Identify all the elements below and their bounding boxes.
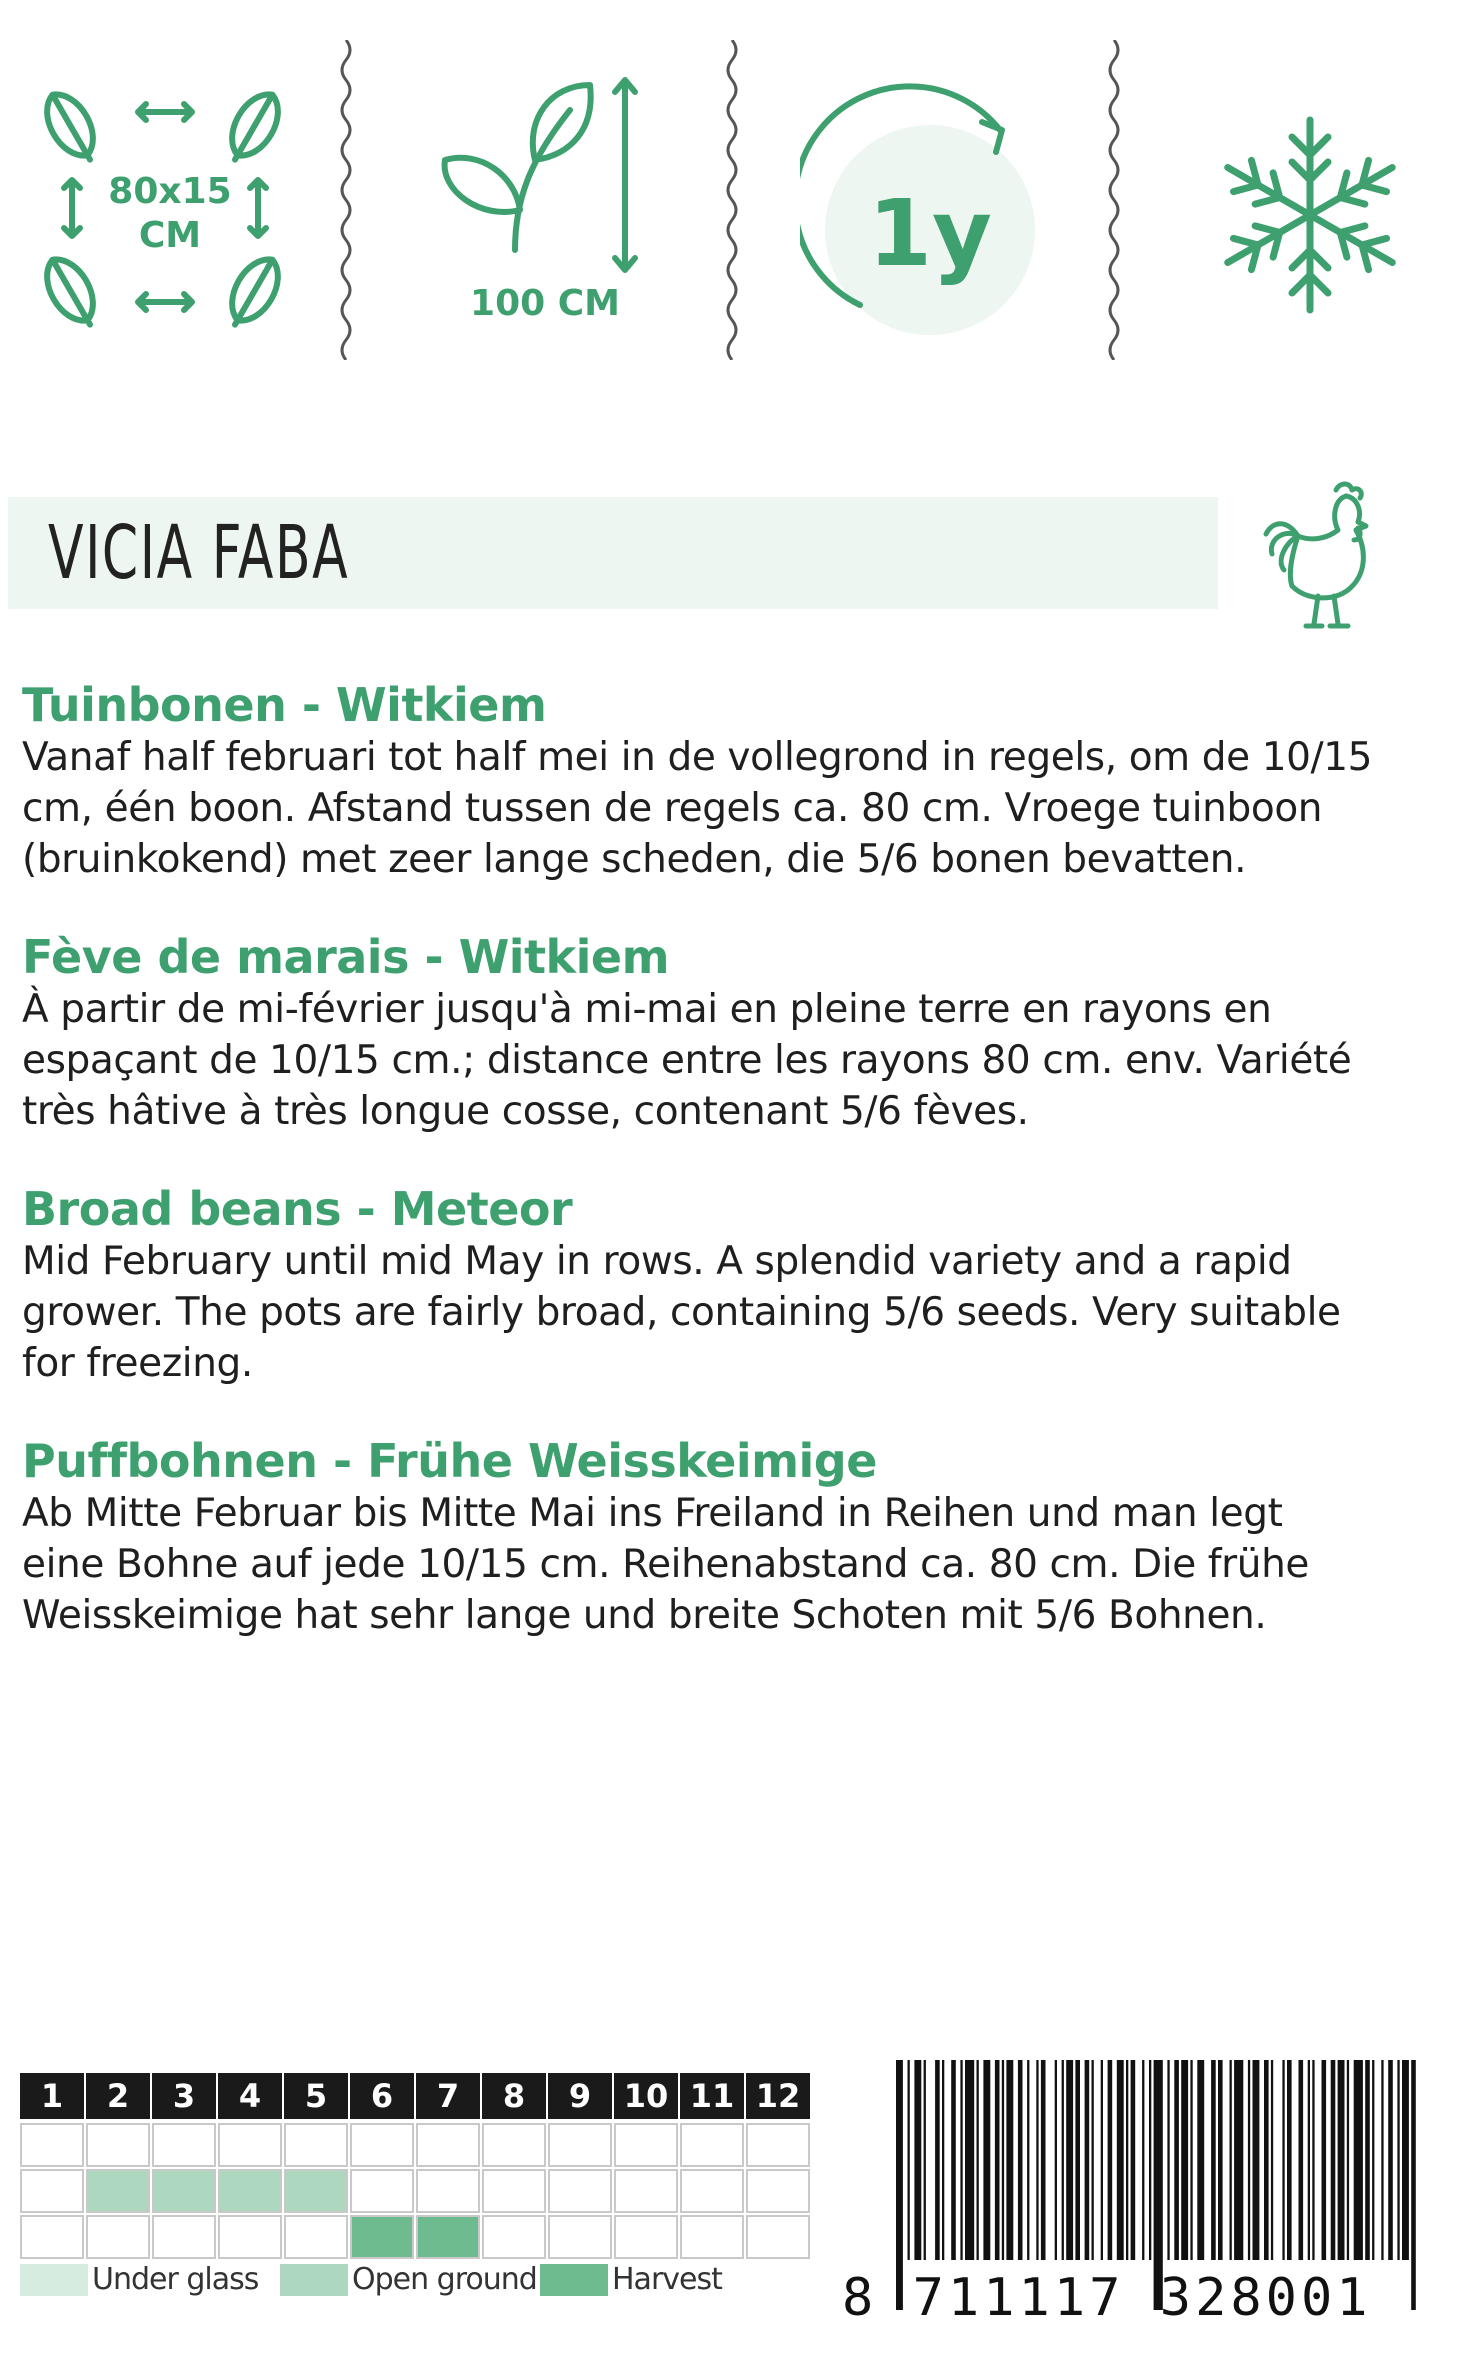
barcode-bar [1085, 2060, 1090, 2260]
description-de [22, 1434, 1422, 1641]
barcode-bar [1108, 2060, 1113, 2260]
calendar-cell [416, 2123, 480, 2167]
barcode-bar [1092, 2060, 1094, 2260]
rooster-icon [1258, 478, 1398, 638]
barcode-bar [1402, 2060, 1409, 2260]
barcode-bar [1248, 2060, 1250, 2260]
calendar-cell [350, 2169, 414, 2213]
barcode-bar [960, 2060, 962, 2260]
barcode-bar [1181, 2060, 1188, 2260]
barcode-bar [977, 2060, 979, 2260]
calendar-cell [548, 2169, 612, 2213]
calendar-cell [152, 2123, 216, 2167]
barcode-bar [1234, 2060, 1243, 2260]
snowflake-icon [1210, 40, 1410, 360]
calendar-cell [86, 2169, 150, 2213]
month-header-9: 9 [548, 2073, 612, 2119]
barcode-bar [914, 2060, 921, 2260]
barcode-bar [935, 2060, 940, 2260]
description-line: Vanaf half februari tot half mei in de vollegrond in regels, om de 10/15 [22, 735, 1373, 780]
calendar-cell [218, 2215, 282, 2259]
month-header-4: 4 [218, 2073, 282, 2119]
barcode-bar [1338, 2060, 1345, 2260]
icon-strip [0, 0, 1460, 400]
calendar-cell [20, 2169, 84, 2213]
calendar-cell [284, 2215, 348, 2259]
month-header-1: 1 [20, 2073, 84, 2119]
calendar-cell [482, 2215, 546, 2259]
height-label: 100 CM [470, 283, 620, 324]
barcode-bar [1197, 2060, 1204, 2260]
barcode-bar [1149, 2060, 1151, 2260]
calendar-cell [218, 2169, 282, 2213]
calendar-cell [218, 2123, 282, 2167]
calendar-grid [20, 2073, 806, 2271]
description-line: À partir de mi-février jusqu'à mi-mai en pleine terre en rayons en [22, 987, 1272, 1032]
barcode-bar [1142, 2060, 1144, 2260]
life-cycle-label: 1y [868, 180, 992, 287]
calendar-cell [548, 2123, 612, 2167]
description-line: Ab Mitte Februar bis Mitte Mai ins Freiland in Reihen und man legt [22, 1491, 1283, 1536]
barcode-bar [995, 2060, 1000, 2260]
description-line: eine Bohne auf jede 10/15 cm. Reihenabstand ca. 80 cm. Die frühe [22, 1542, 1309, 1587]
calendar-cell [20, 2123, 84, 2167]
description-line: espaçant de 10/15 cm.; distance entre les rayons 80 cm. env. Variété [22, 1038, 1352, 1083]
description-nl [22, 678, 1422, 885]
barcode-bar [983, 2060, 990, 2260]
barcode-bar [1062, 2060, 1064, 2260]
description-title: Fève de marais - Witkiem [22, 930, 670, 984]
spacing-label: 80x15 CM [108, 171, 232, 256]
calendar-cell [416, 2215, 480, 2259]
description-en [22, 1182, 1422, 1389]
barcode-bar [1282, 2060, 1284, 2260]
barcode-bar [1287, 2060, 1292, 2260]
barcode-bar [1271, 2060, 1273, 2260]
calendar-cell [284, 2169, 348, 2213]
description-line: grower. The pots are fairly broad, containing 5/6 seeds. Very suitable [22, 1290, 1341, 1335]
calendar-cell [416, 2169, 480, 2213]
month-header-5: 5 [284, 2073, 348, 2119]
month-header-2: 2 [86, 2073, 150, 2119]
barcode-bar [1347, 2060, 1349, 2260]
wavy-divider [336, 40, 356, 360]
barcode-bar [942, 2060, 944, 2260]
barcode-bar [1126, 2060, 1128, 2260]
calendar-cell [152, 2169, 216, 2213]
barcode-bar [1006, 2060, 1013, 2260]
calendar-cell [614, 2169, 678, 2213]
barcode-bar [1308, 2060, 1310, 2260]
calendar-cell [350, 2215, 414, 2259]
barcode-bar [1264, 2060, 1269, 2260]
month-header-3: 3 [152, 2073, 216, 2119]
description-line: Weisskeimige hat sehr lange und breite Schoten mit 5/6 Bohnen. [22, 1593, 1267, 1638]
calendar-cell [350, 2123, 414, 2167]
month-header-8: 8 [482, 2073, 546, 2119]
calendar-cell [86, 2215, 150, 2259]
month-header-6: 6 [350, 2073, 414, 2119]
legend-label-harvest: Harvest [612, 2262, 722, 2297]
month-header-12: 12 [746, 2073, 810, 2119]
barcode-bar [1381, 2060, 1383, 2260]
description-fr [22, 930, 1422, 1137]
month-header-7: 7 [416, 2073, 480, 2119]
barcode-bar [1354, 2060, 1363, 2260]
barcode-digits: 8 711117 328001 [842, 2268, 1372, 2328]
barcode-bar [1041, 2060, 1046, 2260]
barcode-bar [1312, 2060, 1314, 2260]
calendar-cell [746, 2169, 810, 2213]
wavy-divider [1104, 40, 1124, 360]
barcode-bar [1253, 2060, 1260, 2260]
barcode-bar [1036, 2060, 1038, 2260]
barcode-bar [1075, 2060, 1080, 2260]
calendar-cell [680, 2123, 744, 2167]
description-line: Mid February until mid May in rows. A splendid variety and a rapid [22, 1239, 1292, 1284]
calendar-cell [614, 2123, 678, 2167]
barcode-bar [1131, 2060, 1136, 2260]
description-line: (bruinkokend) met zeer lange scheden, die 5/6 bonen bevatten. [22, 837, 1247, 882]
barcode-bar [1397, 2060, 1399, 2260]
description-title: Puffbohnen - Frühe Weisskeimige [22, 1434, 877, 1488]
barcode-bar [965, 2060, 974, 2260]
calendar-cell [548, 2215, 612, 2259]
barcode-bar [1018, 2060, 1023, 2260]
barcode-bar [1230, 2060, 1232, 2260]
barcode-bar [1117, 2060, 1124, 2260]
wavy-divider [722, 40, 742, 360]
legend-swatch-harvest [540, 2264, 608, 2296]
barcode-bar [1027, 2060, 1029, 2260]
description-line: for freezing. [22, 1341, 253, 1386]
calendar-cell [746, 2123, 810, 2167]
description-line: très hâtive à très longue cosse, contenant 5/6 fèves. [22, 1089, 1029, 1134]
barcode-bar [1218, 2060, 1223, 2260]
description-line: cm, één boon. Afstand tussen de regels ca. 80 cm. Vroege tuinboon [22, 786, 1323, 831]
legend-label-open-ground: Open ground [352, 2262, 537, 2297]
calendar-cell [86, 2123, 150, 2167]
barcode-bar [951, 2060, 956, 2260]
calendar-cell [20, 2215, 84, 2259]
calendar-cell [746, 2215, 810, 2259]
barcode-bar [1365, 2060, 1370, 2260]
barcode-bar [1388, 2060, 1393, 2260]
barcode-bar [1411, 2060, 1416, 2310]
barcode-bar [1372, 2060, 1374, 2260]
calendar-cell [680, 2169, 744, 2213]
calendar-cell [614, 2215, 678, 2259]
calendar-cell [152, 2215, 216, 2259]
month-header-10: 10 [614, 2073, 678, 2119]
description-title: Tuinbonen - Witkiem [22, 678, 547, 732]
barcode-bar [1190, 2060, 1192, 2260]
barcode-bar [1066, 2060, 1073, 2260]
legend-swatch-under-glass [20, 2264, 88, 2296]
barcode-bar [1299, 2060, 1304, 2260]
barcode-bar [908, 2060, 910, 2260]
barcode-bar [924, 2060, 926, 2260]
calendar-cell [482, 2123, 546, 2167]
latin-name: VICIA FABA [48, 510, 350, 596]
calendar-cell [680, 2215, 744, 2259]
barcode-bar [1055, 2060, 1057, 2260]
legend-label-under-glass: Under glass [92, 2262, 259, 2297]
barcode-bar [1331, 2060, 1336, 2260]
calendar-cell [284, 2123, 348, 2167]
barcode-bar [1167, 2060, 1169, 2260]
barcode-bar [1174, 2060, 1179, 2260]
barcode-bar [1101, 2060, 1103, 2260]
barcode-bar [1002, 2060, 1004, 2260]
legend-swatch-open-ground [280, 2264, 348, 2296]
description-title: Broad beans - Meteor [22, 1182, 573, 1236]
month-header-11: 11 [680, 2073, 744, 2119]
calendar-cell [482, 2169, 546, 2213]
barcode-bar [1211, 2060, 1216, 2260]
barcode-bar [1322, 2060, 1327, 2260]
